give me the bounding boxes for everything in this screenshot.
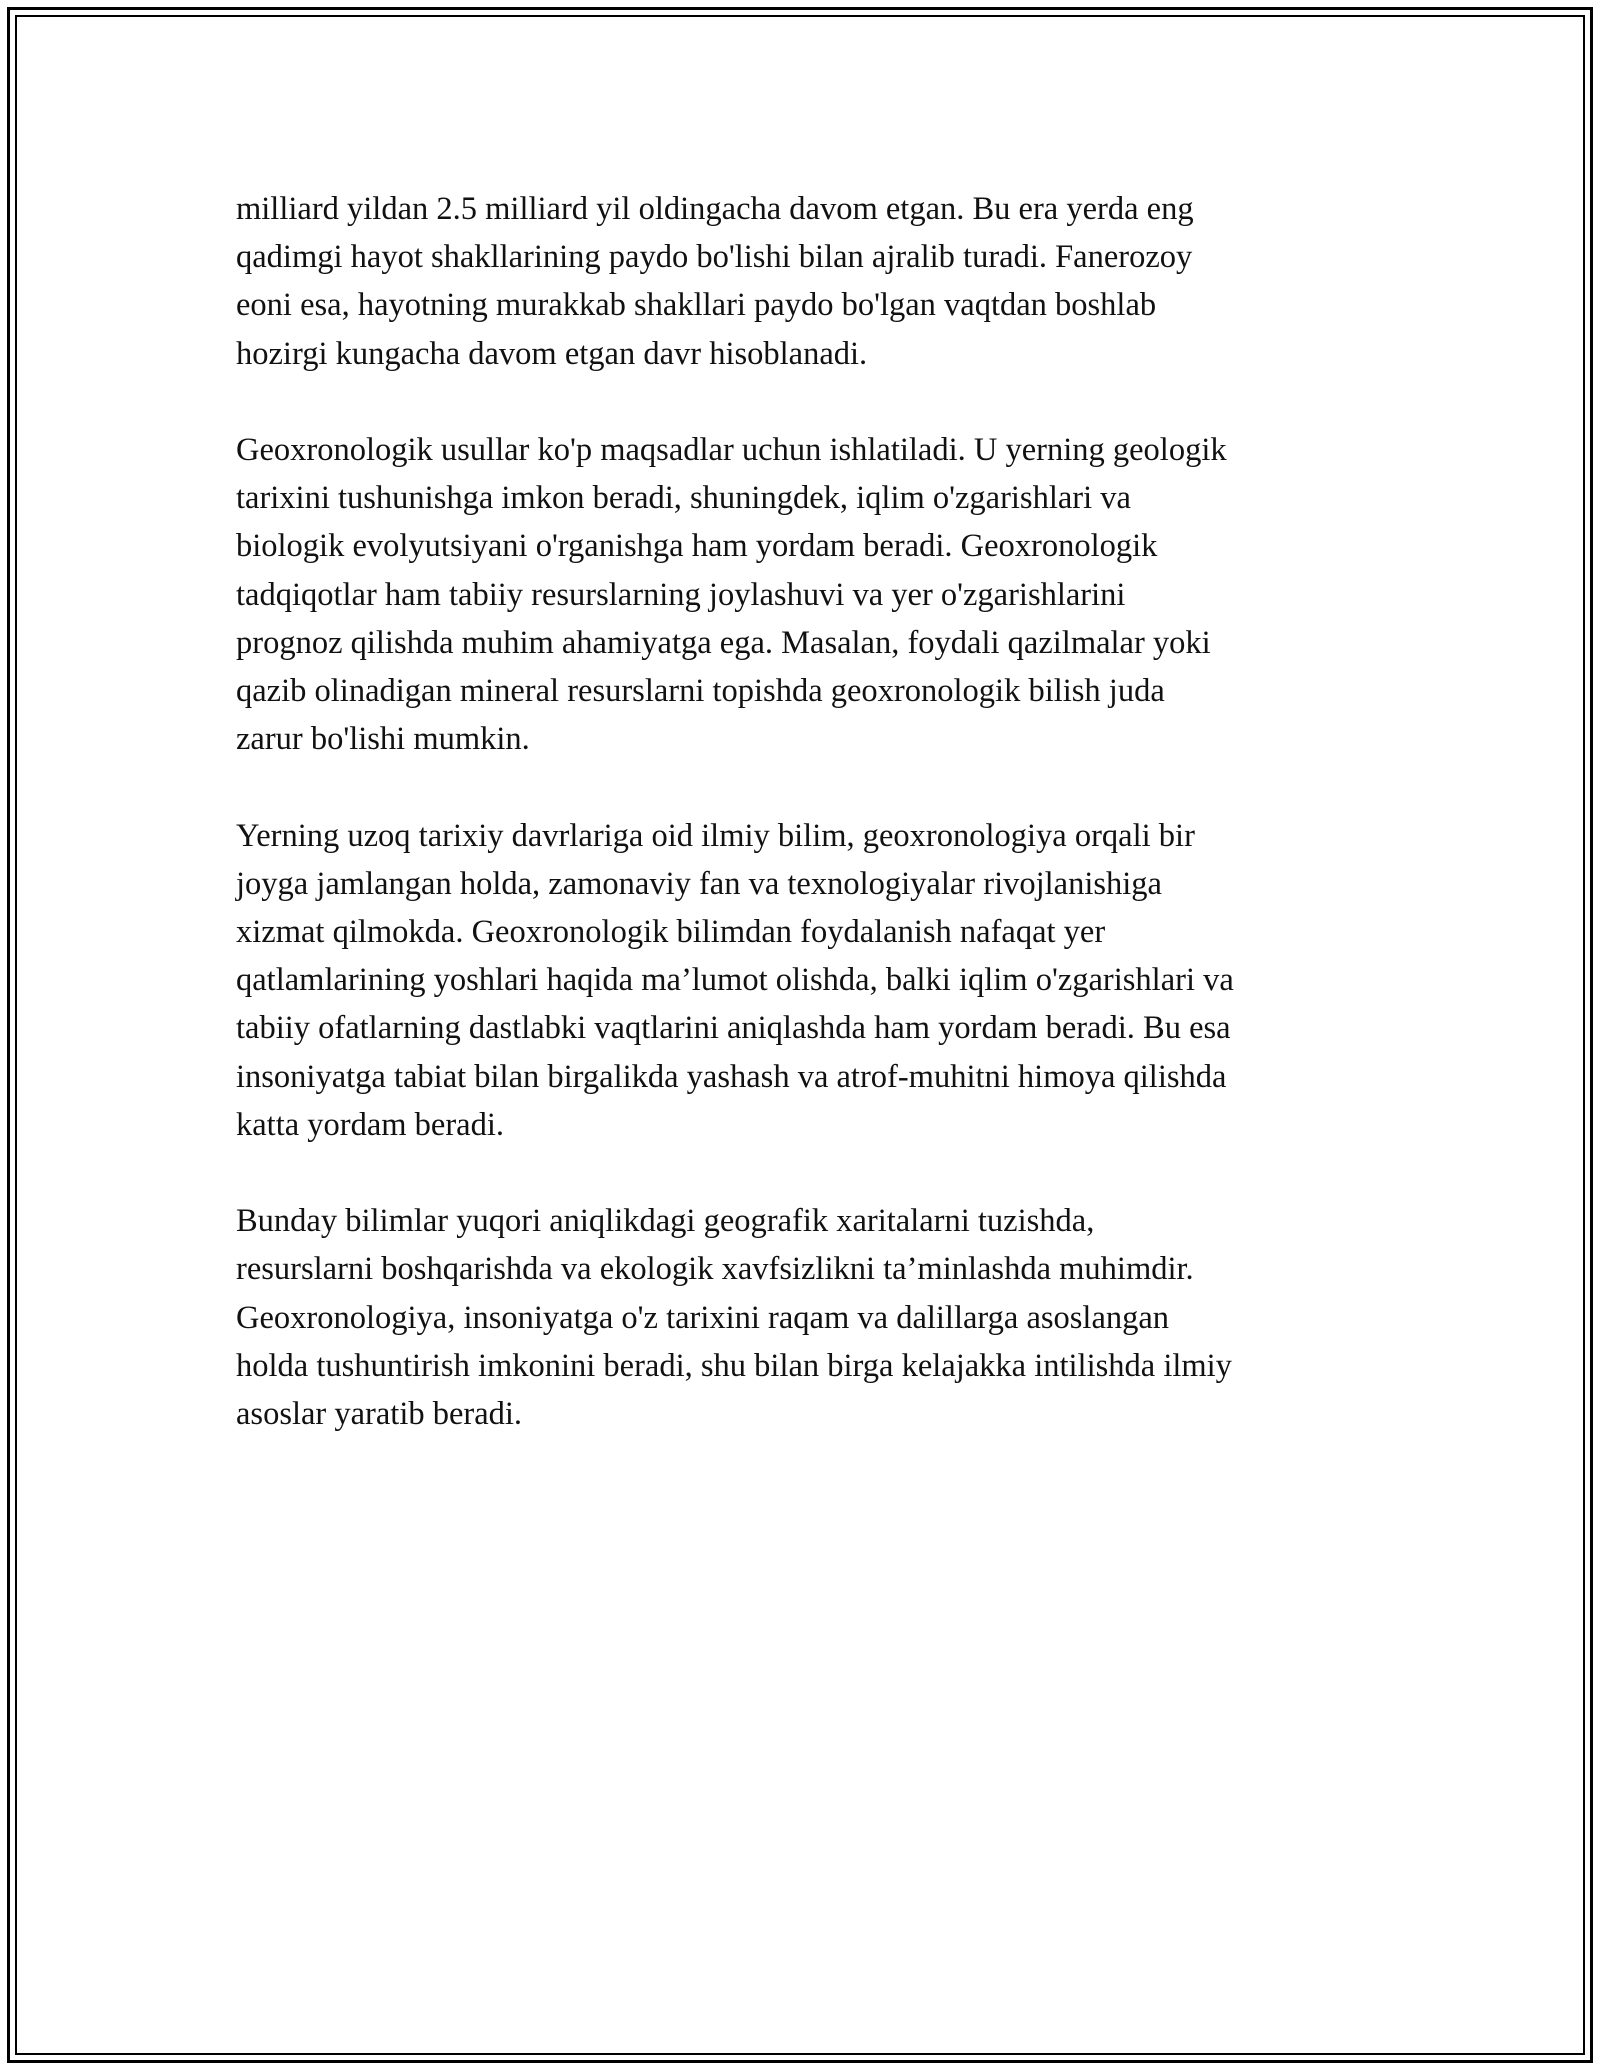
- paragraph-1: milliard yildan 2.5 milliard yil oldingacha davom etgan. Bu era yerda eng qadimgi hayot shakllarining paydo bo'lishi bilan ajralib turadi. Fanerozoy eoni esa, hayotning murakkab shakllari paydo bo'lgan vaqtdan boshlab hozirgi kungacha davom etgan davr hisoblanadi.: [236, 191, 1194, 372]
- document-body: [236, 185, 1376, 1486]
- paragraph-3: Yerning uzoq tarixiy davrlariga oid ilmiy bilim, geoxronologiya orqali bir joyga jamlangan holda, zamonaviy fan va texnologiyalar rivojlanishiga xizmat qilmokda. Geoxronologik bilimdan foydalanish nafaqat yer qatlamlarining yoshlari haqida ma’lumot olishda, balki iqlim o'zgarishlari va tabiiy ofatlarning dastlabki vaqtlarini aniqlashda ham yordam beradi. Bu esa insoniyatga tabiat bilan birgalikda yashash va atrof-muhitni himoya qilishda katta yordam beradi.: [236, 817, 1234, 1143]
- paragraph-2: Geoxronologik usullar ko'p maqsadlar uchun ishlatiladi. U yerning geologik tarixini tushunishga imkon beradi, shuningdek, iqlim o'zgarishlari va biologik evolyutsiyani o'rganishga ham yordam beradi. Geoxronologik tadqiqotlar ham tabiiy resurslarning joylashuvi va yer o'zgarishlarini prognoz qilishda muhim ahamiyatga ega. Masalan, foydali qazilmalar yoki qazib olinadigan mineral resurslarni topishda geoxronologik bilish juda zarur bo'lishi mumkin.: [236, 432, 1227, 758]
- paragraph-4: Bunday bilimlar yuqori aniqlikdagi geografik xaritalarni tuzishda, resurslarni boshqarishda va ekologik xavfsizlikni ta’minlashda muhimdir. Geoxronologiya, insoniyatga o'z tarixini raqam va dalillarga asoslangan holda tushuntirish imkonini beradi, shu bilan birga kelajakka intilishda ilmiy asoslar yaratib beradi.: [236, 1203, 1232, 1433]
